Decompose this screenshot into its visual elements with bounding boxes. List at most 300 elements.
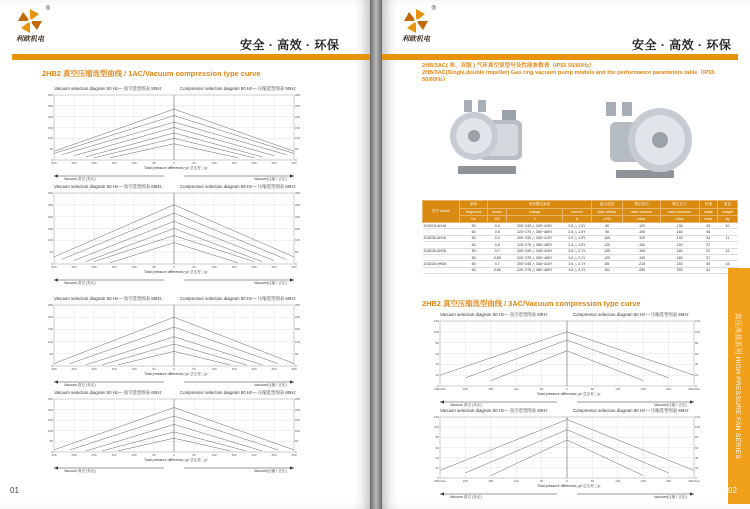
- col-press-unit: mbar: [660, 216, 699, 223]
- header-rule: [382, 54, 738, 60]
- table-header-row: [423, 201, 738, 209]
- compress-direction-label: Vacuum(压缩 / 正压): [254, 469, 287, 473]
- x-tick-label: 50: [192, 367, 196, 371]
- y-tick-label-right: 0: [295, 450, 297, 454]
- compress-arrowhead: [690, 492, 694, 495]
- vacuum-arrowhead: [54, 174, 58, 177]
- selection-chart: [36, 86, 312, 182]
- table-cell-flow: 105: [591, 248, 623, 254]
- double-stage-pump-photo: [596, 92, 700, 188]
- x-tick-label: 300: [291, 453, 297, 457]
- x-tick-label: 120: [513, 479, 519, 483]
- col-press: 额定压力: [660, 201, 699, 209]
- col-model: 型号 Model: [423, 201, 460, 223]
- table-cell-freq: 50: [460, 223, 488, 229]
- chart-left-title: Vacuum selection diagram 50 Hz— 真空选型图表 60Hz: [54, 184, 162, 189]
- y-tick-label: 20: [435, 373, 439, 378]
- y-tick-label: 50: [49, 439, 53, 444]
- table-cell-power: 0.85: [488, 254, 507, 260]
- table-cell-rpm: 93: [699, 223, 717, 229]
- x-tick-label: 300: [291, 265, 297, 269]
- table-cell-press: 130: [660, 235, 699, 241]
- y-tick-label-right: 0: [295, 262, 297, 266]
- table-cell-freq: 60: [460, 242, 488, 248]
- vacuum-arrowhead: [440, 492, 444, 495]
- table-cell-press: 130: [660, 223, 699, 229]
- table-cell-weight: 15: [717, 261, 737, 267]
- table-row: [423, 267, 738, 273]
- x-tick-label: 60: [590, 479, 595, 483]
- col-current-en: current: [563, 209, 592, 216]
- x-tick-label: 50: [152, 161, 156, 165]
- x-tick-label: 50: [152, 453, 156, 457]
- y-tick-label-right: 100: [295, 238, 301, 243]
- table-title-en: 2HB/3AC(Single,double impeller) Gas ring vacuum pump models and the performance parameters table（IP55 50/60Hz）: [422, 70, 715, 83]
- compress-direction-label: Vacuum(压缩 / 正压): [654, 495, 687, 499]
- x-tick-label: 100: [131, 453, 137, 457]
- x-tick-label: 200: [91, 453, 97, 457]
- selection-chart: [36, 296, 312, 388]
- x-tick-label: 0: [566, 387, 568, 391]
- x-tick-label: 150: [111, 453, 117, 457]
- table-cell-press: 150: [660, 242, 699, 248]
- compress-arrowhead: [290, 278, 294, 281]
- table-cell-weight: 10: [717, 223, 737, 229]
- x-tick-label: 180: [640, 387, 646, 391]
- vacuum-arrowhead: [54, 278, 58, 281]
- chart-right-title: Compressor selection diagram 50 Hz— 压缩选型图表 50Hz: [573, 312, 689, 317]
- y-tick-label-right: 0: [295, 158, 297, 162]
- table-cell-voltage: 200~240 △ 345~415Y: [507, 223, 563, 229]
- x-tick-label: 50: [192, 453, 196, 457]
- table-cell-voltage: 220~275 △ 380~480Y: [507, 229, 563, 235]
- y-tick-label: 50: [49, 147, 53, 152]
- y-tick-label-right: 300: [295, 93, 301, 97]
- table-cell-press: 180: [660, 248, 699, 254]
- y-tick-label: 250: [47, 397, 53, 401]
- x-axis-label: Total pressure difference△p/ 总压差 △p: [144, 372, 208, 376]
- table-cell-flow: 80: [591, 223, 623, 229]
- y-tick-label-right: 80: [695, 435, 699, 440]
- pinwheel-icon: [17, 8, 43, 34]
- table-cell-vac: -190: [623, 248, 660, 254]
- table-cell-vac: -210: [623, 261, 660, 267]
- table-cell-flow: 85: [591, 261, 623, 267]
- y-tick-label-right: 20: [695, 465, 699, 470]
- section-title: 2HB2 真空压缩选型曲线 / 1AC/Vacuum compression type curve: [42, 69, 261, 78]
- x-tick-label: 300mbar: [688, 387, 700, 391]
- col-flow-unit: m³/h: [591, 216, 623, 223]
- series-side-tab: [728, 268, 750, 504]
- col-freq-unit: Hz: [460, 216, 488, 223]
- vacuum-direction-label: Vacuum 真空 (负压): [64, 383, 96, 387]
- table-cell-voltage: 220~275 △ 380~480Y: [507, 267, 563, 273]
- x-tick-label: 100: [211, 161, 217, 165]
- x-tick-label: 0: [173, 453, 175, 457]
- table-cell-voltage: 200~240 △ 345~415Y: [507, 235, 563, 241]
- col-group: 电机额定参数: [488, 201, 592, 209]
- table-cell-weight: 11: [717, 235, 737, 241]
- x-tick-label: 300: [51, 161, 57, 165]
- y-tick-label-right: 0: [295, 364, 297, 368]
- col-flow-en: Max airflow: [591, 209, 623, 216]
- y-tick-label-right: 100: [295, 428, 301, 433]
- table-title-cn: 2HB/3AC( 单、双级 ) 气环真空泵型号及性能参数表（IP55 50/60Hz）: [422, 63, 595, 69]
- x-tick-label: 100: [211, 367, 217, 371]
- y-tick-label-right: 100: [695, 425, 701, 430]
- table-header-row: [423, 216, 738, 223]
- y-tick-label-right: 150: [295, 125, 301, 130]
- y-tick-label: 150: [47, 125, 53, 130]
- selection-chart: [422, 312, 712, 408]
- col-weight: 重量: [717, 201, 737, 209]
- brand-name: 利欧机电: [402, 34, 430, 43]
- spec-table: [422, 200, 738, 274]
- x-tick-label: 200: [251, 367, 257, 371]
- y-tick-label: 300: [47, 93, 53, 97]
- table-cell-current: 2.6 △ 1.5Y: [563, 223, 592, 229]
- x-tick-label: 250: [271, 367, 277, 371]
- table-cell-freq: 50: [460, 248, 488, 254]
- table-cell-power: 0.5: [488, 229, 507, 235]
- table-cell-rpm: 57: [699, 254, 717, 260]
- x-tick-label: 300: [51, 453, 57, 457]
- x-tick-label: 180: [640, 479, 646, 483]
- chart-right-title: Compressor selection diagram 60 Hz— 压缩选型图表 60Hz: [180, 184, 296, 189]
- y-tick-label: 0: [51, 364, 53, 368]
- y-tick-label: 150: [47, 418, 53, 423]
- y-tick-label-right: 0: [695, 476, 697, 480]
- table-cell-voltage: 200~240 △ 345~415Y: [507, 248, 563, 254]
- x-tick-label: 300: [51, 265, 57, 269]
- y-tick-label: 300: [47, 191, 53, 195]
- vacuum-arrowhead: [54, 466, 58, 469]
- table-cell-current: 3.6 △ 2.1Y: [563, 248, 592, 254]
- x-tick-label: 150: [231, 265, 237, 269]
- table-cell-flow: 120: [591, 242, 623, 248]
- x-tick-label: 240: [462, 387, 468, 391]
- x-tick-label: 60: [539, 387, 544, 391]
- table-cell-rpm: 61: [699, 267, 717, 273]
- page-number: 01: [10, 486, 19, 495]
- compress-direction-label: Vacuum(压缩 / 正压): [254, 177, 287, 181]
- table-cell-freq: 60: [460, 254, 488, 260]
- table-cell-flow: 120: [591, 254, 623, 260]
- x-axis-label: Total pressure difference△p/ 总压差 △p: [537, 484, 601, 488]
- table-cell-press: 180: [660, 254, 699, 260]
- y-tick-label: 100: [47, 136, 53, 141]
- x-tick-label: 100: [131, 161, 137, 165]
- vacuum-arrowhead: [440, 400, 444, 403]
- table-cell-vac: -250: [623, 267, 660, 273]
- x-tick-label: 200: [91, 367, 97, 371]
- x-tick-label: 240: [666, 479, 672, 483]
- col-weight-en: weight: [717, 209, 737, 216]
- y-tick-label-right: 60: [695, 445, 699, 450]
- y-tick-label: 40: [435, 455, 439, 460]
- table-cell-rpm: 96: [699, 229, 717, 235]
- x-axis-label: Total pressure difference△p/ 总压差 △p: [144, 458, 208, 462]
- brand-logo: [396, 8, 436, 44]
- x-tick-label: 250: [71, 453, 77, 457]
- x-tick-label: 200: [251, 453, 257, 457]
- compress-arrowhead: [690, 400, 694, 403]
- y-tick-label: 250: [47, 103, 53, 108]
- table-cell-model: 2LB230-AH16: [423, 235, 460, 241]
- x-tick-label: 300mbar: [434, 387, 446, 391]
- x-tick-label: 0: [173, 161, 175, 165]
- y-tick-label: 120: [433, 319, 439, 323]
- x-tick-label: 250: [71, 265, 77, 269]
- x-tick-label: 0: [566, 479, 568, 483]
- y-tick-label-right: 200: [295, 407, 301, 412]
- y-tick-label: 0: [51, 158, 53, 162]
- vacuum-direction-label: Vacuum 真空 (负压): [64, 469, 96, 473]
- chart-left-title: Vacuum selection diagram 50 Hz— 真空选型图表 60Hz: [54, 390, 162, 395]
- y-tick-label: 100: [433, 329, 439, 334]
- section-title: 2HB2 真空压缩选型曲线 / 3AC/Vacuum compression type curve: [422, 299, 641, 308]
- table-cell-rpm: 57: [699, 242, 717, 248]
- y-tick-label: 100: [433, 425, 439, 430]
- y-tick-label: 60: [435, 445, 439, 450]
- x-tick-label: 50: [192, 161, 196, 165]
- table-cell-weight: 12: [717, 248, 737, 254]
- y-tick-label-right: 100: [295, 136, 301, 141]
- y-tick-label: 0: [437, 476, 439, 480]
- table-cell-rpm: 57: [699, 248, 717, 254]
- chart-right-title: Compressor selection diagram 50 Hz— 压缩选型图表 50Hz: [180, 86, 296, 91]
- table-cell-press: 250: [660, 267, 699, 273]
- table-cell-power: 0.4: [488, 235, 507, 241]
- table-cell-rpm: 54: [699, 235, 717, 241]
- table-cell-current: 3.6 △ 2.1Y: [563, 254, 592, 260]
- right-page: [382, 0, 750, 509]
- y-tick-label: 40: [435, 362, 439, 367]
- y-tick-label: 250: [47, 202, 53, 207]
- col-press-en: rated pressure: [660, 209, 699, 216]
- chart-right-title: Compressor selection diagram 60 Hz— 压缩选型图表 60Hz: [573, 408, 689, 413]
- col-rpm-unit: r/min: [699, 216, 717, 223]
- x-tick-label: 60: [539, 479, 544, 483]
- table-cell-current: 3.6 △ 2.1Y: [563, 261, 592, 267]
- table-cell-voltage: 200~240 △ 345~415Y: [507, 261, 563, 267]
- y-tick-label-right: 20: [695, 373, 699, 378]
- compress-arrowhead: [290, 380, 294, 383]
- registered-mark: ®: [431, 6, 436, 12]
- brand-tagline: 安全 · 高效 · 环保: [240, 38, 340, 52]
- col-freq: 频率: [460, 201, 488, 209]
- x-tick-label: 240: [666, 387, 672, 391]
- y-tick-label-right: 250: [295, 397, 301, 401]
- table-cell-power: 0.5: [488, 242, 507, 248]
- x-tick-label: 50: [152, 367, 156, 371]
- table-cell-power: 0.4: [488, 223, 507, 229]
- x-tick-label: 100: [131, 367, 137, 371]
- compress-arrowhead: [290, 174, 294, 177]
- x-tick-label: 200: [251, 161, 257, 165]
- y-tick-label-right: 100: [295, 339, 301, 344]
- table-cell-flow: 105: [591, 235, 623, 241]
- x-tick-label: 300: [51, 367, 57, 371]
- x-tick-label: 120: [615, 479, 621, 483]
- col-voltage-unit: V: [507, 216, 563, 223]
- chart-left-title: Vacuum selection diagram 50 Hz— 真空选型图表 50Hz: [54, 86, 162, 91]
- compress-direction-label: Vacuum(压缩 / 正压): [254, 383, 287, 387]
- table-cell-flow: 96: [591, 229, 623, 235]
- x-tick-label: 150: [111, 367, 117, 371]
- col-power-en: power: [488, 209, 507, 216]
- single-stage-pump-photo: [448, 92, 538, 184]
- col-voltage-en: voltage: [507, 209, 563, 216]
- page-number: 02: [728, 486, 737, 495]
- x-tick-label: 120: [615, 387, 621, 391]
- y-tick-label-right: 120: [695, 319, 701, 323]
- y-tick-label: 0: [51, 450, 53, 454]
- y-tick-label-right: 40: [695, 362, 699, 367]
- col-vac-en: rated vacuum: [623, 209, 660, 216]
- vacuum-direction-label: Vacuum 真空 (负压): [64, 177, 96, 181]
- y-tick-label: 250: [47, 303, 53, 307]
- y-tick-label-right: 50: [295, 351, 299, 356]
- x-tick-label: 150: [231, 453, 237, 457]
- y-tick-label: 100: [47, 428, 53, 433]
- y-tick-label-right: 150: [295, 226, 301, 231]
- y-tick-label-right: 50: [295, 147, 299, 152]
- x-tick-label: 150: [111, 161, 117, 165]
- book-gutter: [370, 0, 382, 509]
- table-cell-current: 3.6 △ 2.1Y: [563, 267, 592, 273]
- y-tick-label: 0: [51, 262, 53, 266]
- x-tick-label: 300mbar: [434, 479, 446, 483]
- header-rule: [12, 54, 370, 60]
- table-cell-model: 2LB230-HH26: [423, 261, 460, 267]
- chart-right-title: Compressor selection diagram 50 Hz— 压缩选型图表 50Hz: [180, 296, 296, 301]
- x-tick-label: 250: [271, 453, 277, 457]
- y-tick-label-right: 120: [695, 415, 701, 419]
- col-rpm-en: rotate: [699, 209, 717, 216]
- col-flow: 最大流量: [591, 201, 623, 209]
- table-cell-current: 2.6 △ 1.5Y: [563, 235, 592, 241]
- x-axis-label: Total pressure difference△p/ 总压差 △p: [144, 166, 208, 170]
- y-tick-label: 120: [433, 415, 439, 419]
- table-cell-flow: 102: [591, 267, 623, 273]
- chart-left-title: Vacuum selection diagram 50 Hz— 真空选型图表 50Hz: [54, 296, 162, 301]
- y-tick-label: 60: [435, 351, 439, 356]
- y-tick-label: 80: [435, 435, 439, 440]
- x-tick-label: 250: [271, 265, 277, 269]
- brand-logo: [10, 8, 50, 44]
- y-tick-label-right: 50: [295, 250, 299, 255]
- y-tick-label-right: 300: [295, 191, 301, 195]
- x-axis-label: Total pressure difference△p/ 总压差 △p: [144, 270, 208, 274]
- x-tick-label: 300: [291, 161, 297, 165]
- y-tick-label: 80: [435, 340, 439, 345]
- col-vac: 额定真空: [623, 201, 660, 209]
- y-tick-label: 20: [435, 465, 439, 470]
- table-cell-power: 0.7: [488, 261, 507, 267]
- table-cell-power: 0.7: [488, 248, 507, 254]
- y-tick-label: 50: [49, 351, 53, 356]
- y-tick-label-right: 0: [695, 384, 697, 388]
- table-cell-vac: -190: [623, 254, 660, 260]
- y-tick-label-right: 80: [695, 340, 699, 345]
- x-tick-label: 100: [211, 265, 217, 269]
- x-tick-label: 240: [462, 479, 468, 483]
- pinwheel-icon: [403, 8, 429, 34]
- table-header-row: [423, 209, 738, 216]
- y-tick-label-right: 200: [295, 315, 301, 320]
- x-tick-label: 0: [173, 265, 175, 269]
- y-tick-label-right: 50: [295, 439, 299, 444]
- table-cell-press: 160: [660, 229, 699, 235]
- x-tick-label: 200: [91, 161, 97, 165]
- y-tick-label: 100: [47, 238, 53, 243]
- table-cell-freq: 50: [460, 235, 488, 241]
- table-cell-rpm: 55: [699, 261, 717, 267]
- table-cell-vac: -100: [623, 229, 660, 235]
- selection-chart: [422, 408, 712, 500]
- vacuum-direction-label: Vacuum 真空 (负压): [450, 403, 482, 407]
- y-tick-label-right: 150: [295, 418, 301, 423]
- table-cell-model: 2LB230-AH26: [423, 248, 460, 254]
- vacuum-direction-label: Vacuum 真空 (负压): [64, 281, 96, 285]
- vacuum-direction-label: Vacuum 真空 (负压): [450, 495, 482, 499]
- y-tick-label-right: 200: [295, 114, 301, 119]
- table-cell-freq: 60: [460, 229, 488, 235]
- vacuum-arrowhead: [54, 380, 58, 383]
- brand-name: 利欧机电: [16, 34, 44, 43]
- x-tick-label: 100: [211, 453, 217, 457]
- x-tick-label: 150: [231, 367, 237, 371]
- table-cell-current: 2.6 △ 1.5Y: [563, 229, 592, 235]
- left-page: [0, 0, 370, 509]
- x-tick-label: 200: [91, 265, 97, 269]
- y-tick-label: 200: [47, 114, 53, 119]
- y-tick-label: 0: [437, 384, 439, 388]
- table-cell-model: [423, 267, 460, 273]
- compress-direction-label: Vacuum(压缩 / 正压): [654, 403, 687, 407]
- selection-chart: [36, 390, 312, 474]
- table-cell-freq: 50: [460, 261, 488, 267]
- y-tick-label-right: 100: [695, 329, 701, 334]
- table-cell-vac: -120: [623, 235, 660, 241]
- table-cell-current: 2.6 △ 1.5Y: [563, 242, 592, 248]
- y-tick-label: 150: [47, 327, 53, 332]
- x-tick-label: 120: [513, 387, 519, 391]
- table-cell-press: 240: [660, 261, 699, 267]
- side-tab-label: 高压风机系列 HIGH PRESSURE FAN SERIES: [734, 313, 741, 459]
- y-tick-label: 100: [47, 339, 53, 344]
- compress-arrowhead: [290, 466, 294, 469]
- y-tick-label: 50: [49, 250, 53, 255]
- x-tick-label: 250: [271, 161, 277, 165]
- chart-left-title: Vacuum selection diagram 50 Hz— 真空选型图表 50Hz: [440, 312, 548, 317]
- x-tick-label: 150: [111, 265, 117, 269]
- table-cell-voltage: 220~275 △ 380~480Y: [507, 254, 563, 260]
- y-tick-label-right: 250: [295, 103, 301, 108]
- x-tick-label: 180: [488, 479, 494, 483]
- x-tick-label: 200: [251, 265, 257, 269]
- y-tick-label: 200: [47, 407, 53, 412]
- table-cell-voltage: 220~275 △ 380~480Y: [507, 242, 563, 248]
- x-tick-label: 60: [590, 387, 595, 391]
- x-tick-label: 100: [131, 265, 137, 269]
- x-tick-label: 50: [192, 265, 196, 269]
- x-tick-label: 300: [291, 367, 297, 371]
- y-tick-label-right: 250: [295, 202, 301, 207]
- table-cell-power: 0.85: [488, 267, 507, 273]
- y-tick-label-right: 250: [295, 303, 301, 307]
